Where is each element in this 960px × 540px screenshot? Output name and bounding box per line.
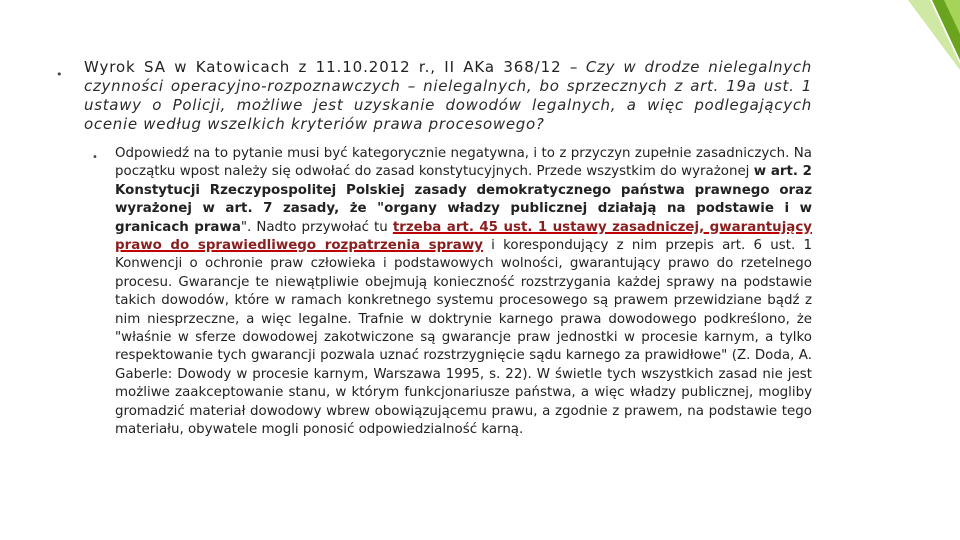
ruling-answer-paragraph	[115, 145, 812, 440]
ruling-title: Wyrok SA w Katowicach z 11.10.2012 r., II AKa 368/12 –	[84, 58, 579, 76]
answer-bold-constitution: w art. 2 Konstytucji Rzeczypospolitej Polskiej zasady demokratycznego państwa prawnego oraz wyrażonej w art. 7 zasady, że "organy władzy publicznej działają na podstawie i w granicach prawa	[115, 164, 812, 235]
answer-underlined-art45: trzeba art. 45 ust. 1 ustawy zasadniczej, gwarantujący prawo do sprawiedliwego rozpatrzenia sprawy	[115, 219, 813, 254]
ruling-heading-paragraph	[84, 58, 812, 134]
answer-text-3: i korespondujący z nim przepis art. 6 ust. 1 Konwencji o ochronie praw człowieka i podstawowych wolności, gwarantujący prawo do rzetelnego procesu. Gwarancje te niewątpliwie obejmują konieczność rozstrzygania każdej sprawy na podstawie takich dowodów, które w ramach konkretnego systemu procesowego są prawem przewidziane bądź z nim niesprzeczne, a więc legalne. Trafnie w doktrynie karnego prawa dowodowego podkreślono, że "właśnie w sferze dowodowej zakotwiczone są gwarancje praw jednostki w procesie karnym, a tylko respektowanie tych gwarancji pozwala uznać rozstrzygnięcie sądu karnego za prawidłowe" (Z. Doda, A. Gaberle: Dowody w procesie karnym, Warszawa 1995, s. 22). W świetle tych wszystkich zasad nie jest możliwe zaakceptowanie stanu, w którym funkcjonariusze państwa, a więc władzy publicznej, mogliby gromadzić materiał dowodowy wbrew obowiązującemu prawu, a zgodnie z prawem, na podstawie tego materiału, obywatele mogli ponosić odpowiedzialność karną.	[115, 238, 813, 438]
answer-text-1: Odpowiedź na to pytanie musi być kategorycznie negatywna, i to z przyczyn zupełnie zasadniczych. Na początku wpost należy się odwołać do zasad konstytucyjnych. Przede wszystkim do wyrażonej	[115, 146, 812, 180]
bullet-icon: •	[92, 152, 98, 163]
answer-text-2: ". Nadto przywołać tu	[240, 219, 393, 235]
bullet-icon: •	[56, 68, 63, 81]
ruling-question: Czy w drodze nielegalnych czynności operacyjno-rozpoznawczych – nielegalnych, bo sprzecznych z art. 19a ust. 1 ustawy o Policji, możliwe jest uzyskanie dowodów legalnych, a więc podlegających ocenie według wszelkich kryteriów prawa procesowego?	[84, 58, 812, 133]
